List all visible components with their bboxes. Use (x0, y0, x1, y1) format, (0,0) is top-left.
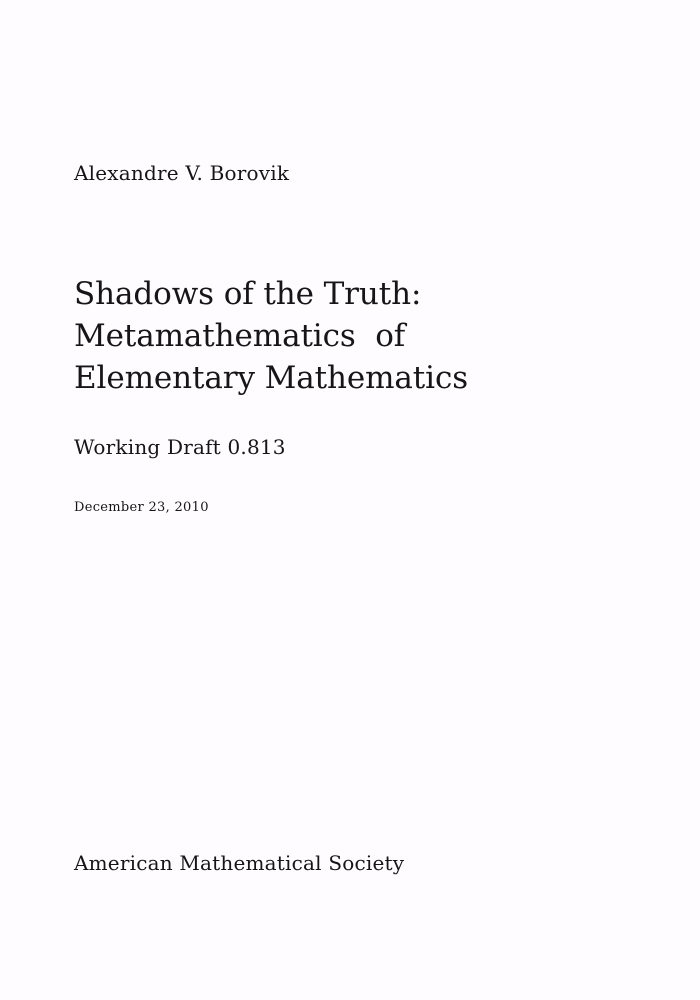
draft-version: Working Draft 0.813 (74, 435, 286, 459)
draft-date: December 23, 2010 (74, 500, 209, 515)
publisher-name: American Mathematical Society (74, 851, 405, 875)
book-title (74, 273, 674, 399)
title-line-3: Elementary Mathematics (74, 360, 469, 396)
title-line-2: Metamathematics of (74, 318, 406, 354)
title-line-1: Shadows of the Truth: (74, 276, 422, 312)
author-name: Alexandre V. Borovik (74, 161, 290, 185)
